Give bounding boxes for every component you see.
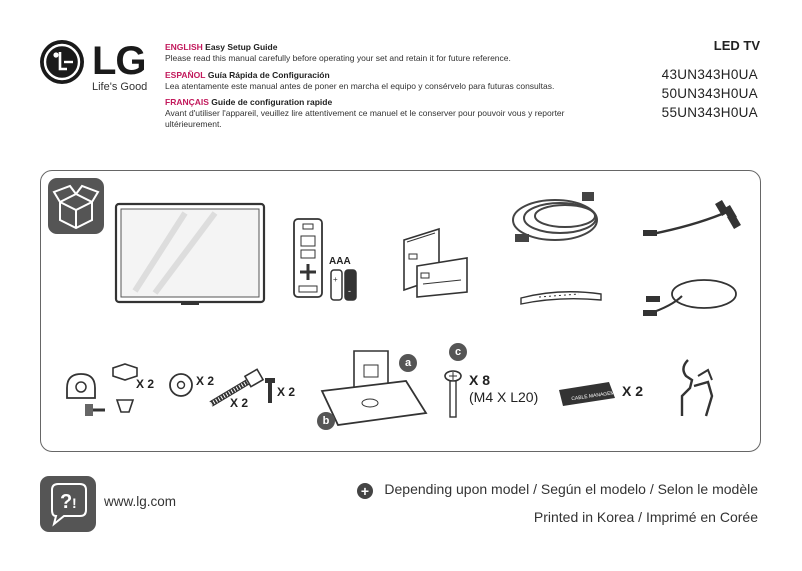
- lang-block-french: [165, 97, 564, 130]
- model-number: 50UN343H0UA: [661, 86, 758, 101]
- lang-heading: FRANÇAIS: [165, 97, 209, 107]
- model-note: Depending upon model / Según el modelo / Selon le modèle: [384, 481, 758, 497]
- cable-holder-text: CABLE MANAGEMENT: [571, 388, 625, 403]
- washer-icon: [168, 372, 194, 398]
- lang-text: Please read this manual carefully before operating your set and retain it for future reference.: [165, 53, 511, 63]
- wall-holder-icon: [63, 360, 138, 420]
- lang-block-spanish: [165, 70, 554, 92]
- stand-label-a: a: [399, 354, 417, 372]
- lang-title: Easy Setup Guide: [205, 42, 278, 52]
- lang-text: ultérieurement.: [165, 119, 222, 129]
- printed-note: Printed in Korea / Imprimé en Corée: [533, 509, 758, 525]
- lang-block-english: [165, 42, 511, 64]
- brand-tagline: Life's Good: [92, 81, 148, 93]
- quantity-label: X 2: [196, 374, 215, 388]
- model-number: 43UN343H0UA: [661, 67, 758, 82]
- product-type: LED TV: [713, 38, 760, 53]
- lang-heading: ESPAÑOL: [165, 70, 206, 80]
- stand-label-c: c: [449, 343, 467, 361]
- battery-label: AAA: [329, 256, 351, 267]
- model-number: 55UN343H0UA: [661, 105, 758, 120]
- lang-text: Lea atentamente este manual antes de poner en marcha el equipo y consérvelo para futuras consultas.: [165, 81, 555, 91]
- remote-control-icon: [293, 218, 323, 298]
- lang-heading: ENGLISH: [165, 42, 203, 52]
- lang-title: Guía Rápida de Configuración: [207, 70, 330, 80]
- stand-screw-icon: [444, 370, 462, 420]
- av-cable-icon: [642, 196, 742, 246]
- help-icon: [40, 476, 96, 532]
- box-icon: [48, 178, 104, 234]
- quantity-label: X 2: [230, 396, 249, 410]
- short-screw-icon: [265, 378, 275, 404]
- brand-name: LG: [92, 39, 146, 83]
- manual-icon: [403, 228, 468, 298]
- lang-title: Guide de configuration rapide: [211, 97, 333, 107]
- lg-logo-icon: [40, 40, 84, 84]
- lang-text: Avant d'utiliser l'appareil, veuillez lire attentivement ce manuel et le conserver pour pouvoir vous y reporter: [165, 108, 565, 118]
- quantity-label: X 8: [469, 372, 491, 388]
- svg-text:?: ?: [60, 491, 73, 513]
- svg-text:+: +: [333, 275, 338, 284]
- plus-icon: +: [357, 483, 373, 499]
- stand-label-b: b: [317, 412, 335, 430]
- cable-tie-icon: [519, 286, 604, 306]
- quantity-label: X 2: [622, 383, 644, 399]
- cable-clip-icon: [678, 356, 718, 420]
- power-cord-icon: [510, 190, 610, 250]
- cable-holder-icon: [557, 380, 625, 408]
- quantity-label: X 2: [136, 377, 155, 391]
- screw-spec: (M4 X L20): [469, 389, 539, 405]
- quantity-label: X 2: [277, 385, 296, 399]
- svg-text:!: !: [72, 495, 77, 511]
- tv-icon: [115, 203, 265, 313]
- battery-icon: [330, 268, 358, 302]
- audio-cable-icon: [642, 276, 742, 326]
- website-link[interactable]: www.lg.com: [104, 494, 177, 509]
- svg-text:-: -: [348, 286, 351, 296]
